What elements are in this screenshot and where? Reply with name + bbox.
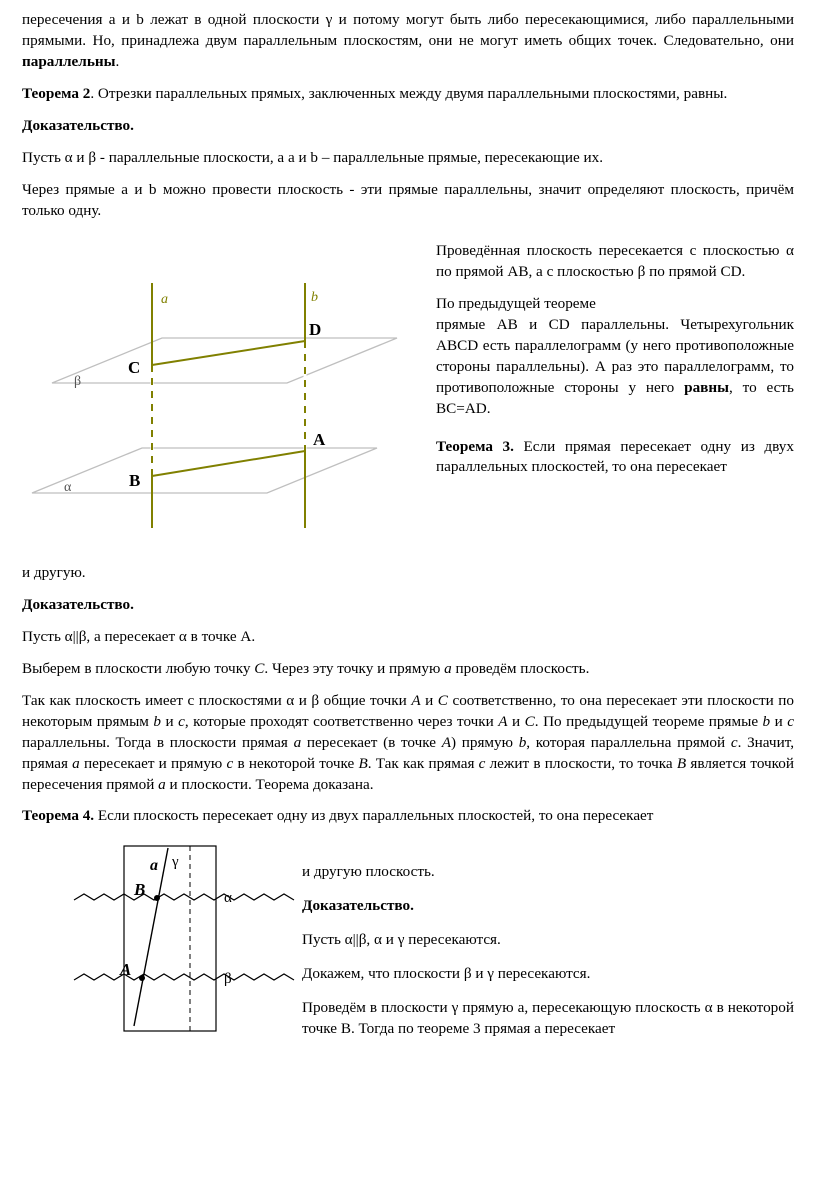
fig2-par-2: Докажем, что плоскости β и γ пересекаются.	[302, 965, 591, 983]
p2m-6: и	[161, 712, 179, 730]
figure-2-label-A: A	[120, 960, 132, 980]
figure-1-label-C: C	[128, 357, 141, 377]
fig1-par-2b: прямые AB и CD параллельны. Четырехугольник ABCD есть параллелограмм (у него противоположные стороны параллельны). А раз это параллелограмм, то противоположные стороны у него	[436, 315, 794, 396]
theorem-4-label: Теорема 4.	[22, 807, 95, 825]
fig2-par-1: Пусть α||β, α и γ пересекаются.	[302, 931, 501, 949]
theorem-2-label: Теорема 2	[22, 84, 91, 102]
figure-1-label-B: B	[129, 470, 141, 490]
theorem-2-text: . Отрезки параллельных прямых, заключенных между двумя параллельными плоскостями, равны.	[90, 84, 728, 102]
figure-2-intersecting-planes	[72, 838, 297, 1038]
p2m-25: a	[72, 754, 80, 772]
p2m-12: . По предыдущей теореме прямые	[534, 712, 763, 730]
p2m-22: , которая параллельна прямой	[526, 733, 731, 751]
p2m-7: c	[178, 712, 185, 730]
intro-bold: параллельны	[22, 52, 116, 70]
p2m-0: Так как плоскость имеет с плоскостями α и β общие точки	[22, 691, 412, 709]
p2m-20: ) прямую	[450, 733, 519, 751]
fig1-par-2-bold: равны	[684, 378, 729, 396]
p2m-29: B	[358, 754, 368, 772]
p2m-1: A	[411, 691, 421, 709]
theorem-4-tail: и другую плоскость.	[302, 863, 435, 881]
p2m-31: c	[478, 754, 486, 772]
proof-2-main	[22, 691, 794, 796]
p2m-15: c	[787, 712, 794, 730]
p2m-9: A	[498, 712, 508, 730]
proof-2-label-text: Доказательство.	[22, 595, 134, 613]
figure-1-label-beta: β	[74, 373, 82, 389]
p2m-13: b	[762, 712, 771, 730]
paragraph-intro	[22, 10, 794, 73]
intro-text-2: .	[115, 52, 120, 70]
segment-ba	[152, 451, 305, 476]
p2l2-a2: a	[444, 659, 452, 677]
p2m-34: является точкой пересечения прямой	[22, 754, 795, 793]
proof-1-line-2: Через прямые a и b можно провести плоскость - эти прямые параллельны, значит определяют плоскость, причём только одну.	[22, 180, 794, 219]
figure-2-label-alpha: α	[224, 890, 232, 907]
plane-beta-jagged	[74, 974, 294, 980]
point-B-dot	[154, 895, 160, 901]
p2m-27: c	[226, 754, 234, 772]
proof-3-label	[302, 896, 794, 917]
p2m-19: A	[441, 733, 451, 751]
p2m-17: a	[293, 733, 302, 751]
theorem-3-text: Если прямая пересекает одну из двух параллельных плоскостей, то она пересекает	[436, 437, 794, 476]
p2m-28: в некоторой точке	[233, 754, 359, 772]
p2m-36: и плоскости. Теорема доказана.	[165, 775, 374, 793]
figure-2-side-text	[302, 838, 794, 1040]
theorem-3-label: Теорема 3.	[436, 437, 514, 455]
p2m-4: соответственно, то она пересекает эти плоскости по некоторым прямым	[22, 691, 794, 730]
plane-alpha-jagged	[74, 894, 294, 900]
p2l2-c: C	[254, 659, 265, 677]
p2m-3: C	[437, 691, 448, 709]
figure-1-block	[22, 233, 794, 563]
plane-beta-shape	[52, 338, 397, 383]
p2m-2: и	[420, 691, 438, 709]
p2m-16: параллельны. Тогда в плоскости прямая	[22, 733, 294, 751]
p2m-26: пересекает и прямую	[79, 754, 227, 772]
p2l2-a: Выберем в плоскости любую точку	[22, 659, 255, 677]
proof-3-label-text: Доказательство.	[302, 897, 414, 915]
figure-1-label-b: b	[311, 289, 318, 305]
fig1-par-1: Проведённая плоскость пересекается с плоскостью α по прямой AB, a с плоскостью β по прямой CD.	[436, 241, 794, 280]
p2l2-b: . Через эту точку и прямую	[264, 659, 445, 677]
figure-2-label-gamma: γ	[172, 854, 179, 871]
intro-text-1: пересечения a и b лежат в одной плоскости γ и потому могут быть либо пересекающимися, либо параллельными прямыми. Но, принадлежа двум параллельным плоскостям, они не могут иметь общих точек. Следовательно, они	[22, 11, 794, 49]
p2m-21: b	[518, 733, 527, 751]
figure-1-label-A: A	[313, 429, 326, 449]
p2l2-b2: проведём плоскость.	[451, 659, 590, 677]
segment-cd	[152, 341, 305, 365]
fig1-par-2c: , то есть BC=AD.	[436, 378, 794, 417]
p2m-14: и	[770, 712, 788, 730]
proof-2-line-1: Пусть α||β, а пересекает α в точке A.	[22, 627, 256, 645]
p2m-33: B	[676, 754, 687, 772]
figure-1-side-text	[436, 233, 794, 479]
p2m-23: c	[730, 733, 738, 751]
theorem-4	[22, 806, 794, 827]
theorem-2	[22, 84, 794, 105]
proof-2-line-2	[22, 659, 794, 680]
p2m-35: a	[158, 775, 166, 793]
theorem-3-tail: и другую.	[22, 563, 86, 581]
p2m-5: b	[153, 712, 161, 730]
figure-1-label-alpha: α	[64, 479, 72, 495]
figure-1-parallel-planes	[22, 233, 422, 553]
theorem-4-text: Если плоскость пересекает одну из двух параллельных плоскостей, то она пересекает	[94, 807, 654, 825]
fig1-par-2	[436, 294, 794, 420]
figure-2-label-B: B	[134, 880, 146, 900]
figure-2-block	[22, 838, 794, 1043]
p2m-30: . Так как прямая	[367, 754, 479, 772]
p2m-24: . Значит, прямая	[22, 733, 794, 772]
p2m-18: пересекает (в точке	[301, 733, 442, 751]
fig1-par-2a: По предыдущей теореме	[436, 294, 596, 312]
figure-2-label-a: a	[150, 857, 158, 875]
figure-1-label-a: a	[161, 291, 168, 307]
proof-label-text: Доказательство.	[22, 116, 134, 134]
p2m-32: лежит в плоскости, то точка	[485, 754, 677, 772]
p2m-11: C	[524, 712, 535, 730]
figure-1-label-D: D	[309, 319, 322, 339]
theorem-3	[436, 437, 794, 479]
line-a-oblique	[134, 848, 168, 1026]
p2m-10: и	[507, 712, 525, 730]
p2m-8: , которые проходят соответственно через точки	[184, 712, 499, 730]
fig2-par-3: Проведём в плоскости γ прямую a, пересекающую плоскость α в некоторой точке B. Тогда по теореме 3 прямая a пересекает	[302, 999, 794, 1038]
proof-1-label	[22, 116, 794, 137]
proof-2-label	[22, 595, 794, 616]
point-A-dot	[139, 975, 145, 981]
figure-2-label-beta: β	[224, 971, 232, 988]
plane-alpha-shape	[32, 448, 377, 493]
proof-1-line-1: Пусть α и β - параллельные плоскости, a a и b – параллельные прямые, пересекающие их.	[22, 148, 604, 166]
